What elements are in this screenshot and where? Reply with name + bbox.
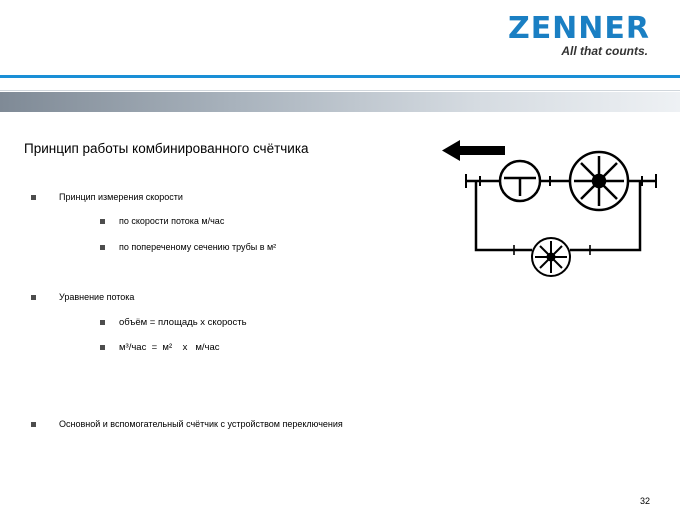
bullet-text: Основной и вспомогательный счётчик с устройством переключения xyxy=(59,419,343,429)
sub-bullet-marker xyxy=(100,345,105,350)
sub-bullet-marker xyxy=(100,219,105,224)
auxiliary-meter-icon xyxy=(500,161,540,201)
bullet-marker xyxy=(31,295,36,300)
slide-title: Принцип работы комбинированного счётчика xyxy=(24,141,309,156)
sub-bullet-text: по скорости потока м/час xyxy=(119,216,225,226)
header-thin-rule xyxy=(0,90,680,91)
logo-wordmark: ZENNER xyxy=(507,11,650,46)
sub-bullet-marker xyxy=(100,245,105,250)
combined-meter-diagram xyxy=(440,138,665,283)
sub-bullet-text: м³/час = м² х м/час xyxy=(119,342,220,353)
bullet-text: Принцип измерения скорости xyxy=(59,192,183,202)
sub-bullet-text: по попереченому сечению трубы в м² xyxy=(119,242,277,252)
flow-direction-arrow-icon xyxy=(442,140,505,161)
page-number: 32 xyxy=(640,496,651,506)
bullet-text: Уравнение потока xyxy=(59,292,135,302)
zenner-logo xyxy=(490,11,650,58)
bullet-marker xyxy=(31,195,36,200)
header-blue-rule xyxy=(0,75,680,78)
main-meter-icon xyxy=(570,152,628,210)
header-gradient-band xyxy=(0,92,680,112)
bypass-meter-icon xyxy=(532,238,570,276)
bullet-marker xyxy=(31,422,36,427)
sub-bullet-text: объём = площадь х скорость xyxy=(119,317,247,328)
sub-bullet-marker xyxy=(100,320,105,325)
logo-tagline: All that counts. xyxy=(561,44,648,58)
